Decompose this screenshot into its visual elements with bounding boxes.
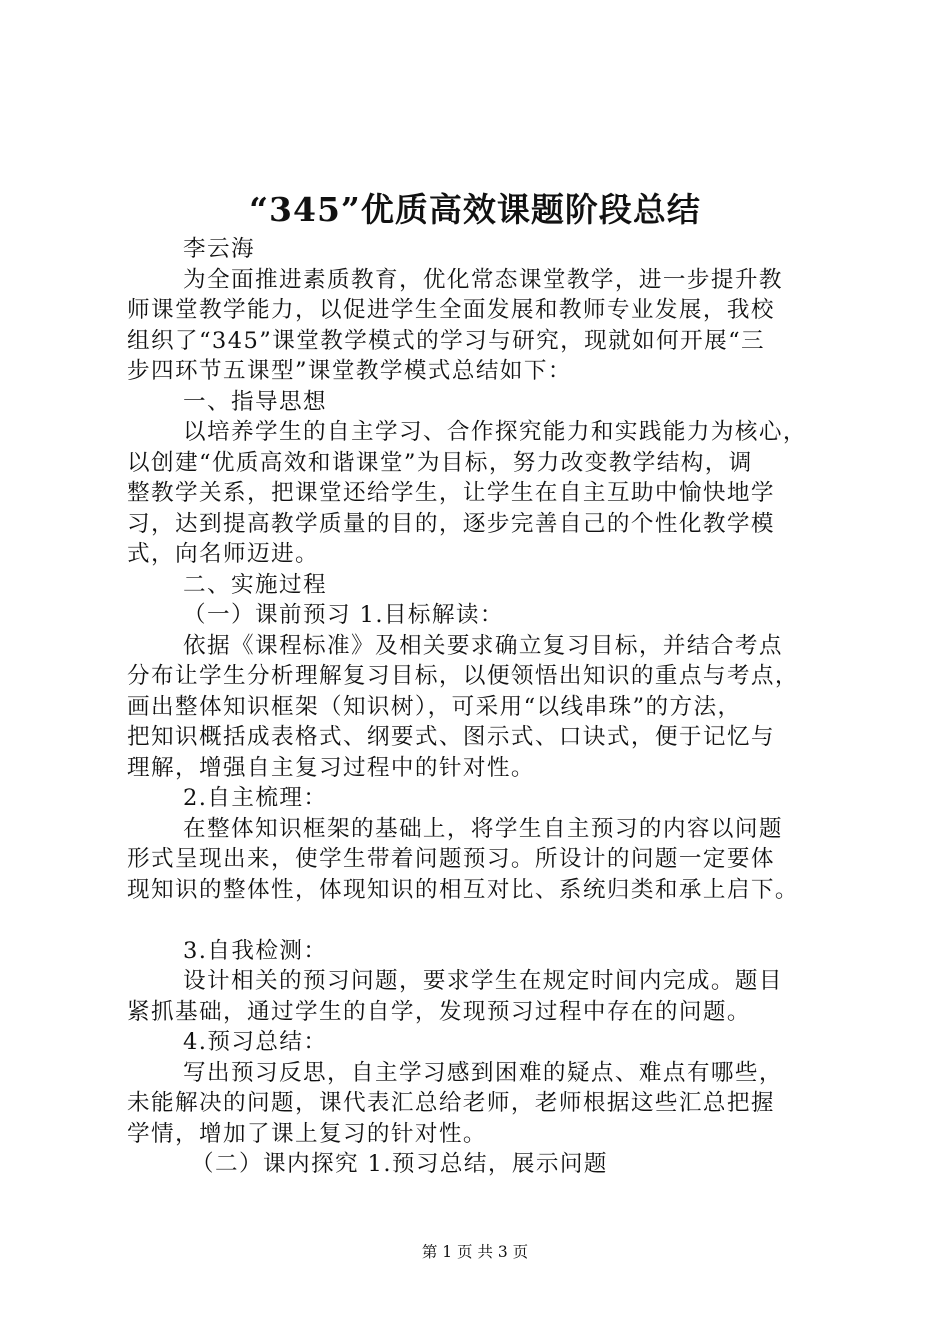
text-line: 以创建“优质高效和谐课堂”为目标，努力改变教学结构，调	[127, 449, 753, 476]
document-title: “345”优质高效课题阶段总结	[249, 190, 701, 229]
text-line: 整教学关系，把课堂还给学生，让学生在自主互助中愉快地学	[127, 480, 775, 506]
text-line: 步四环节五课型”课堂教学模式总结如下：	[127, 358, 572, 384]
text-line: 形式呈现出来，使学生带着问题预习。所设计的问题一定要体	[127, 846, 775, 872]
text-line: （一）课前预习 1.目标解读：	[183, 602, 504, 628]
author-name: 李云海	[183, 236, 255, 262]
text-line: 师课堂教学能力，以促进学生全面发展和教师专业发展，我校	[127, 297, 775, 323]
text-line: 学情，增加了课上复习的针对性。	[127, 1120, 487, 1147]
text-line: 把知识概括成表格式、纲要式、图示式、口诀式，便于记忆与	[127, 724, 775, 750]
text-line: 式，向名师迈进。	[127, 541, 319, 567]
text-line: 分布让学生分析理解复习目标，以便领悟出知识的重点与考点，	[127, 663, 799, 689]
document-body	[127, 234, 855, 1180]
text-line: 2.自主梳理：	[183, 785, 328, 811]
text-line: 理解，增强自主复习过程中的针对性。	[127, 754, 535, 781]
text-line: 3.自我检测：	[183, 937, 328, 964]
text-line: 依据《课程标准》及相关要求确立复习目标，并结合考点	[183, 632, 783, 659]
paragraph-lines	[127, 265, 855, 1180]
text-line: 为全面推进素质教育，优化常态课堂教学，进一步提升教	[183, 266, 783, 293]
text-line: 二、实施过程	[183, 571, 327, 598]
text-line: 以培养学生的自主学习、合作探究能力和实践能力为核心，	[183, 419, 807, 445]
text-line: 4.预习总结：	[183, 1029, 328, 1055]
text-line: 画出整体知识框架（知识树），可采用“以线串珠”的方法，	[127, 693, 742, 720]
text-line: 一、指导思想	[183, 388, 327, 415]
text-line: 现知识的整体性，体现知识的相互对比、系统归类和承上启下。	[127, 876, 799, 903]
blank-line	[127, 905, 855, 936]
text-line: 在整体知识框架的基础上，将学生自主预习的内容以问题	[183, 815, 783, 842]
text-line: 设计相关的预习问题，要求学生在规定时间内完成。题目	[183, 968, 783, 994]
text-line: （二）课内探究 1.预习总结，展示问题	[191, 1151, 608, 1177]
text-line: 未能解决的问题，课代表汇总给老师，老师根据这些汇总把握	[127, 1090, 775, 1116]
text-line: 习，达到提高教学质量的目的，逐步完善自己的个性化教学模	[127, 510, 775, 537]
text-line: 紧抓基础，通过学生的自学，发现预习过程中存在的问题。	[127, 998, 751, 1025]
text-line: 组织了“345”课堂教学模式的学习与研究，现就如何开展“三	[127, 327, 766, 354]
page-footer: 第 1 页 共 3 页	[421, 1243, 529, 1261]
text-line: 写出预习反思，自主学习感到困难的疑点、难点有哪些，	[183, 1059, 783, 1086]
